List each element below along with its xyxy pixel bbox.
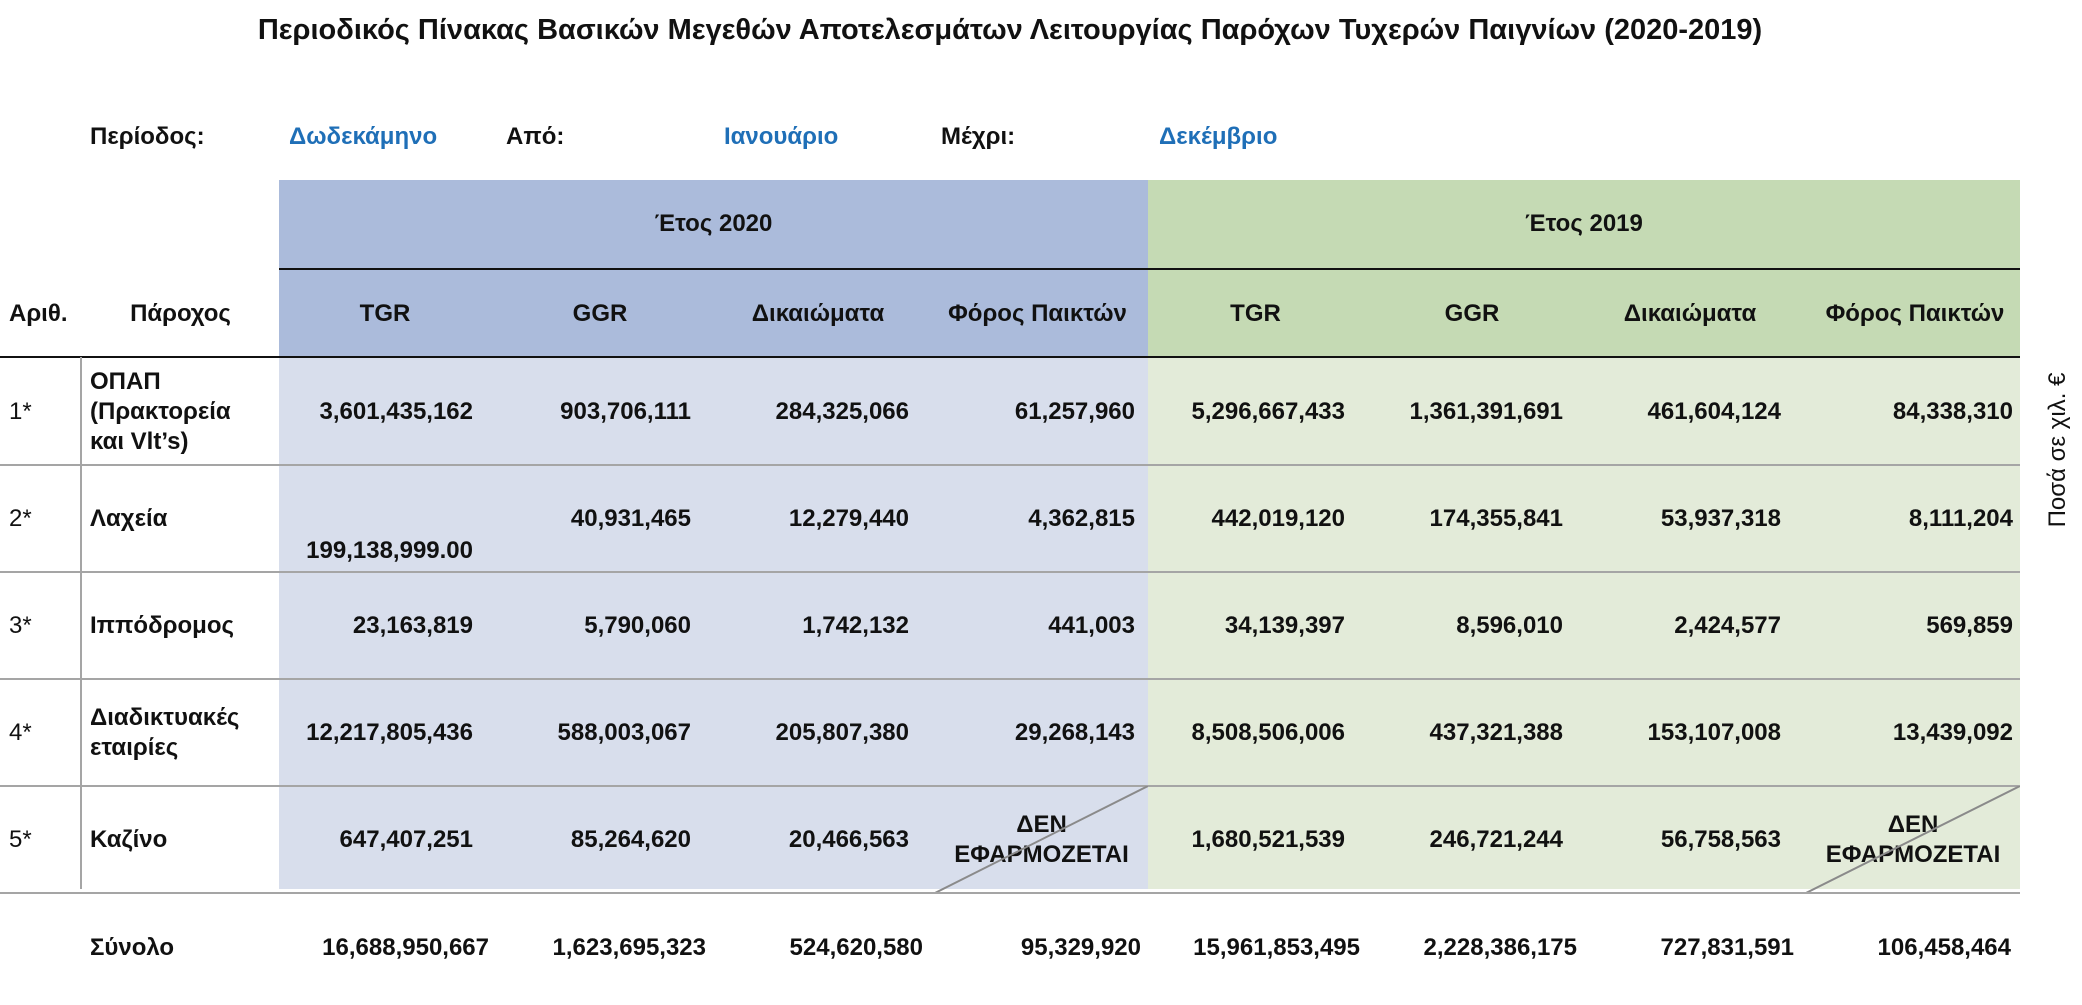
value-cell: 205,807,380 [775,718,909,746]
value-cell: 40,931,465 [570,504,691,532]
provider-name-line: ΟΠΑΠ [90,367,161,395]
total-value: 524,620,580 [789,934,923,961]
header-metric: GGR [572,299,628,327]
row-number: 3* [9,611,32,639]
value-cell: 1,680,521,539 [1191,825,1345,853]
year-header-2019: Έτος 2019 [1525,210,1643,237]
provider-name-line: (Πρακτορεία [90,397,231,425]
header-metric: Φόρος Παικτών [948,299,1127,327]
provider-name [90,572,279,679]
value-cell: 12,279,440 [788,504,909,532]
value-cell: 442,019,120 [1211,504,1345,532]
value-cell: 8,596,010 [1456,611,1563,639]
value-cell: 4,362,815 [1028,504,1135,532]
value-cell: 3,601,435,162 [319,397,473,425]
value-cell: 5,790,060 [584,611,691,639]
not-applicable-text: ΕΦΑΡΜΟΖΕΤΑΙ [1825,840,2001,868]
value-cell: 8,508,506,006 [1191,718,1345,746]
value-cell: 61,257,960 [1014,397,1135,425]
not-applicable-diagonal [1806,786,2020,893]
value-cell: 1,742,132 [802,611,909,639]
value-cell: 13,439,092 [1892,718,2013,746]
period-label: Περίοδος: [90,123,205,150]
not-applicable-diagonal [935,786,1148,893]
header-metric: Δικαιώματα [751,299,885,327]
value-cell: 85,264,620 [570,825,691,853]
value-cell: 2,424,577 [1674,611,1781,639]
header-metric: TGR [359,299,411,327]
header-metric: TGR [1230,299,1281,327]
total-value: 95,329,920 [1020,934,1141,961]
value-cell: 56,758,563 [1660,825,1781,853]
total-value: 16,688,950,667 [322,934,489,961]
number-column-divider [80,357,82,889]
not-applicable-text: ΕΦΑΡΜΟΖΕΤΑΙ [954,840,1129,868]
value-cell: 199,138,999.00 [306,537,473,564]
value-cell: 437,321,388 [1429,718,1563,746]
provider-name-line: Διαδικτυακές [90,703,240,731]
value-cell: 34,139,397 [1224,611,1345,639]
value-cell: 53,937,318 [1660,504,1781,532]
value-cell: 174,355,841 [1429,504,1563,532]
value-cell: 647,407,251 [339,825,473,853]
provider-name-line: και Vlt’s) [90,427,189,455]
value-cell: 588,003,067 [557,718,691,746]
provider-name [90,465,279,572]
units-note: Ποσά σε χιλ. € [2044,372,2071,528]
row-number: 4* [9,718,32,746]
total-value: 2,228,386,175 [1423,934,1577,961]
provider-name-line: Καζίνο [90,825,168,853]
provider-name-line: εταιρίες [90,733,179,761]
value-cell: 20,466,563 [788,825,909,853]
to-value: Δεκέμβριο [1159,123,1278,150]
total-value: 15,961,853,495 [1193,934,1360,961]
value-cell: 461,604,124 [1647,397,1781,425]
total-value: 727,831,591 [1660,934,1794,961]
total-value: 106,458,464 [1877,934,2011,961]
value-cell: 29,268,143 [1014,718,1135,746]
provider-name-line: Λαχεία [90,504,168,532]
value-cell: 903,706,111 [560,397,691,425]
value-cell: 1,361,391,691 [1409,397,1563,425]
header-num: Αριθ. [9,299,68,327]
header-metric: GGR [1444,299,1500,327]
not-applicable-text: ΔΕΝ [1016,810,1067,838]
to-label: Μέχρι: [941,123,1016,150]
row-number: 1* [9,397,32,425]
value-cell: 441,003 [1048,611,1135,639]
total-label: Σύνολο [90,934,175,961]
from-value: Ιανουάριο [724,123,839,150]
not-applicable-text: ΔΕΝ [1887,810,1939,838]
value-cell: 5,296,667,433 [1191,397,1345,425]
provider-name [90,679,279,786]
provider-name [90,786,279,893]
header-metric: Δικαιώματα [1623,299,1757,327]
total-value: 1,623,695,323 [552,934,706,961]
from-label: Από: [506,123,565,150]
value-cell: 153,107,008 [1647,718,1781,746]
value-cell: 284,325,066 [775,397,909,425]
value-cell: 569,859 [1926,611,2013,639]
value-cell: 84,338,310 [1892,397,2013,425]
year-header-2020: Έτος 2020 [654,210,773,237]
row-number: 2* [9,504,32,532]
row-number: 5* [9,825,32,853]
provider-name-line: Ιππόδρομος [90,611,234,639]
header-provider: Πάροχος [130,299,231,327]
value-cell: 23,163,819 [352,611,473,639]
provider-name [90,358,279,465]
header-metric: Φόρος Παικτών [1825,299,2005,327]
page-title: Περιοδικός Πίνακας Βασικών Μεγεθών Αποτελεσμάτων Λειτουργίας Παρόχων Τυχερών Παιγνίων (2020-2019) [257,14,1763,46]
value-cell: 246,721,244 [1429,825,1563,853]
value-cell: 8,111,204 [1908,504,2013,532]
value-cell: 12,217,805,436 [306,718,473,746]
period-value: Δωδεκάμηνο [289,123,438,150]
